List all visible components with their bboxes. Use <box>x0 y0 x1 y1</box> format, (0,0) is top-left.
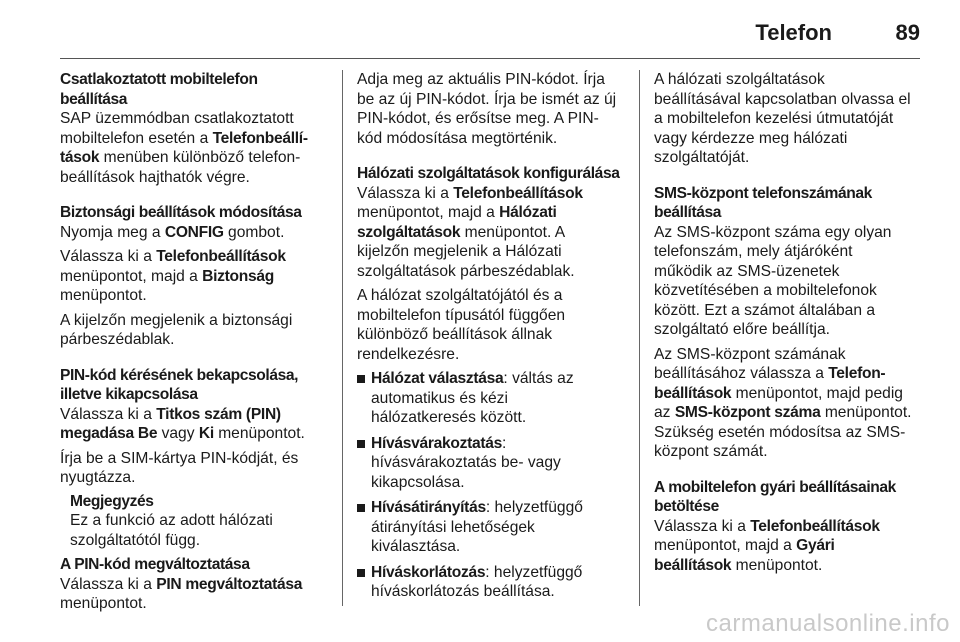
section-heading: PIN-kód kérésének bekapcsolása, illetve kikapcsolása <box>60 366 299 403</box>
paragraph: A hálózat szolgáltatójától és a mobiltelefon típusától függően különböző beállítások állnak rendelkezésre. <box>357 287 566 363</box>
column-3 <box>654 70 924 575</box>
page-title: Telefon <box>755 20 832 45</box>
bullet-square-icon <box>357 504 365 512</box>
section-heading: Biztonsági beállítások módosítása <box>60 204 302 221</box>
paragraph: Válassza ki a Titkos szám (PIN) megadása Be vagy Ki menüpontot. <box>60 405 305 442</box>
paragraph: SAP üzemmódban csatlakoztatott mobiltelefon esetén a Telefonbeállí- tások menüben különböző telefon- beállítások hajthatók végre. <box>60 110 308 186</box>
section-heading: A mobiltelefon gyári beállításainak betöltése <box>654 478 896 515</box>
bullet-square-icon <box>357 569 365 577</box>
note-text: Ez a funkció az adott hálózati szolgáltatótól függ. <box>70 512 273 549</box>
page-number: 89 <box>895 20 920 45</box>
paragraph: Válassza ki a Telefonbeállítások menüpontot, majd a Biztonság menüpontot. <box>60 248 286 304</box>
note-box <box>60 492 324 551</box>
section-heading: A PIN-kód megváltoztatása <box>60 556 250 573</box>
paragraph: Az SMS-központ számának beállításához válassza a Telefon- beállítások menüpontot, majd pedig az SMS-központ száma menüpontot. Szükség esetén módosítsa az SMS- központ számát. <box>654 345 912 460</box>
paragraph: A kijelzőn megjelenik a biztonsági párbeszédablak. <box>60 311 293 348</box>
paragraph: Írja be a SIM-kártya PIN-kódját, és nyugtázza. <box>60 449 299 486</box>
section-connected-phone <box>60 70 324 187</box>
list-item: Hívásvárakoztatás: hívásvárakoztatás be- vagy kikapcsolása. <box>357 434 629 493</box>
section-factory-settings <box>654 478 924 576</box>
section-network-services <box>357 164 629 602</box>
paragraph: Adja meg az aktuális PIN-kódot. Írja be az új PIN-kódot. Írja be ismét az új PIN-kódot, és erősítse meg. A PIN- kód módosítása megtörténik. <box>357 71 617 147</box>
paragraph: Az SMS-központ száma egy olyan telefonszám, mely átjáróként működik az SMS-üzenetek közvetítésében a mobiltelefonok között. Ezt a számot általában a szolgáltató előre beállítja. <box>654 223 892 338</box>
bullet-square-icon <box>357 375 365 383</box>
header-divider <box>60 58 920 59</box>
column-divider-1 <box>342 70 343 606</box>
section-heading: SMS-központ telefonszámának beállítása <box>654 184 872 221</box>
section-sms-center <box>654 184 924 462</box>
section-pin-request <box>60 366 324 551</box>
column-divider-2 <box>639 70 640 606</box>
section-security-settings <box>60 203 324 350</box>
list-item: Híváskorlátozás: helyzetfüggő híváskorlátozás beállítása. <box>357 563 629 602</box>
section-heading: Hálózati szolgáltatások konfigurálása <box>357 165 620 182</box>
section-pin-change <box>60 555 324 614</box>
paragraph: Válassza ki a Telefonbeállítások menüpontot, majd a Hálózati szolgáltatások menüpontot. A kijelzőn megjelenik a Hálózati szolgáltatások párbeszédablak. <box>357 184 583 280</box>
paragraph: A hálózati szolgáltatások beállításával kapcsolatban olvassa el a mobiltelefon kezelési útmutatóját vagy kérdezze meg hálózati szolgáltatóját. <box>654 71 911 166</box>
note-heading: Megjegyzés <box>70 492 154 510</box>
page-header <box>60 10 920 58</box>
paragraph: Válassza ki a PIN megváltoztatása menüpontot. <box>60 575 303 612</box>
bullet-square-icon <box>357 440 365 448</box>
options-list <box>357 369 629 602</box>
section-heading: Csatlakoztatott mobiltelefon beállítása <box>60 71 258 108</box>
list-item: Hívásátirányítás: helyzetfüggő átirányítási lehetőségek kiválasztása. <box>357 498 629 557</box>
paragraph: Nyomja meg a CONFIG gombot. <box>60 223 285 241</box>
column-2 <box>357 70 629 602</box>
paragraph: Válassza ki a Telefonbeállítások menüpontot, majd a Gyári beállítások menüpontot. <box>654 517 880 574</box>
watermark-text: carmanualsonline.info <box>706 610 950 637</box>
column-1 <box>60 70 324 614</box>
list-item: Hálózat választása: váltás az automatikus és kézi hálózatkeresés között. <box>357 369 629 428</box>
